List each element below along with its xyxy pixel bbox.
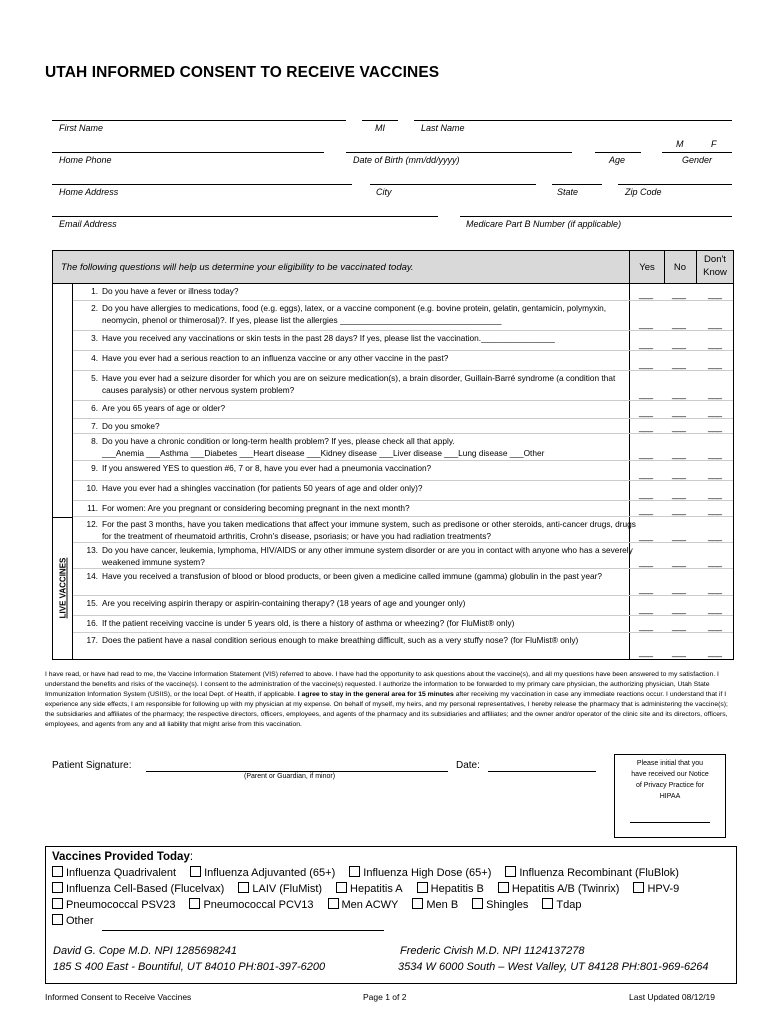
footer-page: Page 1 of 2 — [363, 992, 407, 1002]
question-row-divider — [73, 350, 733, 351]
dob-label: Date of Birth (mm/dd/yyyy) — [353, 155, 460, 165]
question-text: Do you have cancer, leukemia, lymphoma, HIV/AIDS or any other immune system disorder or are you in contact with anyone who has a severely weakened immune system? — [102, 545, 633, 567]
vaccine-checkbox[interactable] — [542, 898, 553, 909]
question-row — [81, 332, 641, 344]
question-text: Have you ever had a serious reaction to an influenza vaccine or any other vaccine in the past? — [102, 353, 449, 363]
age-line[interactable] — [595, 152, 641, 153]
no-answer-blank[interactable]: ___ — [672, 389, 686, 399]
vaccine-row — [52, 898, 595, 911]
vaccine-checkbox[interactable] — [412, 898, 423, 909]
question-row-divider — [73, 500, 733, 501]
vaccine-option[interactable] — [189, 898, 313, 911]
vaccine-option[interactable] — [412, 898, 458, 911]
vaccine-option[interactable] — [505, 866, 679, 879]
question-row — [81, 634, 641, 646]
vaccine-label: Hepatitis A — [350, 883, 403, 895]
no-answer-blank[interactable]: ___ — [672, 449, 686, 459]
no-answer-blank[interactable]: ___ — [672, 505, 686, 515]
mi-label: MI — [375, 123, 385, 133]
question-subtext: ___Anemia ___Asthma ___Diabetes ___Heart disease ___Kidney disease ___Liver disease ___Lung disease ___Other — [102, 448, 545, 458]
question-number: 7. — [91, 421, 98, 431]
vaccine-option[interactable] — [349, 866, 491, 879]
dont-know-answer-blank[interactable]: ___ — [708, 359, 722, 369]
yes-answer-blank[interactable]: ___ — [639, 531, 653, 541]
yes-answer-blank[interactable]: ___ — [639, 389, 653, 399]
no-answer-blank[interactable]: ___ — [672, 469, 686, 479]
vaccine-label: Influenza Cell-Based (Flucelvax) — [66, 883, 225, 895]
dont-know-answer-blank[interactable]: ___ — [708, 339, 722, 349]
dont-know-answer-blank[interactable]: ___ — [708, 389, 722, 399]
dont-know-answer-blank[interactable]: ___ — [708, 505, 722, 515]
question-text: Have you received any vaccinations or skin tests in the past 28 days? If yes, please list the vaccination.________________ — [102, 333, 555, 343]
question-row-divider — [73, 418, 733, 419]
vaccine-checkbox[interactable] — [190, 866, 201, 877]
question-text: If the patient receiving vaccine is under 5 years old, is there a history of asthma or wheezing? (for FluMist® only) — [102, 618, 515, 628]
dont-know-answer-blank[interactable]: ___ — [708, 557, 722, 567]
yes-answer-blank[interactable]: ___ — [639, 359, 653, 369]
yes-answer-blank[interactable]: ___ — [639, 584, 653, 594]
vaccine-label: Influenza Adjuvanted (65+) — [204, 867, 336, 879]
question-number: 1. — [91, 286, 98, 296]
no-answer-blank[interactable]: ___ — [672, 531, 686, 541]
vaccine-label: Men B — [426, 899, 459, 911]
no-answer-blank[interactable]: ___ — [672, 407, 686, 417]
vaccine-checkbox[interactable] — [52, 914, 63, 925]
dont-know-answer-blank[interactable]: ___ — [708, 647, 722, 657]
table-header-text: The following questions will help us determine your eligibility to be vaccinated today. — [61, 262, 414, 273]
state-label: State — [557, 187, 579, 197]
yes-answer-blank[interactable]: ___ — [639, 407, 653, 417]
page-title: UTAH INFORMED CONSENT TO RECEIVE VACCINES — [45, 64, 440, 81]
question-row — [81, 420, 641, 432]
dont-know-answer-blank[interactable]: ___ — [708, 449, 722, 459]
vaccine-option[interactable] — [52, 914, 94, 927]
patient-signature-line[interactable] — [146, 771, 448, 772]
vaccine-label: Influenza Recombinant (FluBlok) — [519, 867, 679, 879]
vaccine-label: Pneumococcal PCV13 — [203, 899, 314, 911]
question-number: 16. — [86, 618, 98, 628]
vaccine-checkbox[interactable] — [336, 882, 347, 893]
vaccine-row — [52, 882, 693, 895]
vaccine-option[interactable] — [633, 882, 679, 895]
vaccine-option[interactable] — [498, 882, 620, 895]
medicare-label: Medicare Part B Number (if applicable) — [466, 219, 622, 229]
question-number: 3. — [91, 333, 98, 343]
yes-answer-blank[interactable]: ___ — [639, 422, 653, 432]
vaccine-checkbox[interactable] — [52, 866, 63, 877]
question-row — [81, 285, 641, 297]
vaccine-checkbox[interactable] — [349, 866, 360, 877]
vaccine-label: Hepatitis B — [430, 883, 484, 895]
question-number: 6. — [91, 403, 98, 413]
no-answer-blank[interactable]: ___ — [672, 319, 686, 329]
question-row-divider — [73, 433, 733, 434]
footer-updated: Last Updated 08/12/19 — [629, 992, 716, 1002]
question-text: Have you ever had a seizure disorder for which you are on seizure medication(s), a brain disorder, Guillain-Barré syndrome (a condition that causes paralysis) or other nervous system problem? — [102, 373, 616, 395]
yes-answer-blank[interactable]: ___ — [639, 289, 653, 299]
no-answer-blank[interactable]: ___ — [672, 557, 686, 567]
gender-line[interactable] — [662, 152, 732, 153]
other-vaccine-line[interactable] — [102, 930, 384, 931]
patient-signature-label: Patient Signature: — [52, 760, 132, 771]
first-name-label: First Name — [59, 123, 104, 133]
dont-know-answer-blank[interactable]: ___ — [708, 422, 722, 432]
city-line[interactable] — [370, 184, 536, 185]
vaccine-label: HPV-9 — [647, 883, 680, 895]
doctor-1-address: 185 S 400 East - Bountiful, UT 84010 PH:801-397-6200 — [53, 961, 326, 973]
question-text: If you answered YES to question #6, 7 or 8, have you ever had a pneumonia vaccination? — [102, 463, 432, 473]
vaccine-checkbox[interactable] — [52, 898, 63, 909]
question-row-divider — [73, 595, 733, 596]
dont-know-answer-blank[interactable]: ___ — [708, 489, 722, 499]
question-text: Have you received a transfusion of blood or blood products, or been given a medicine called immune (gamma) globulin in the past year? — [102, 571, 602, 581]
medicare-line[interactable] — [460, 216, 732, 217]
vaccines-title: Vaccines Provided Today: — [52, 851, 194, 863]
vaccine-option[interactable] — [472, 898, 528, 911]
dont-know-answer-blank[interactable]: ___ — [708, 604, 722, 614]
dont-know-answer-blank[interactable]: ___ — [708, 469, 722, 479]
vaccine-checkbox[interactable] — [328, 898, 339, 909]
vaccine-row — [52, 914, 108, 927]
live-section-divider — [72, 283, 73, 659]
question-text: Do you smoke? — [102, 421, 160, 431]
yes-answer-blank[interactable]: ___ — [639, 505, 653, 515]
question-row-divider — [73, 330, 733, 331]
doctor-1-name: David G. Cope M.D. NPI 1285698241 — [53, 945, 238, 957]
question-text: Do you have a fever or illness today? — [102, 286, 239, 296]
vaccine-label: Men ACWY — [341, 899, 399, 911]
vaccine-checkbox[interactable] — [498, 882, 509, 893]
question-row-divider — [73, 516, 733, 517]
no-answer-blank[interactable]: ___ — [672, 604, 686, 614]
vaccine-checkbox[interactable] — [505, 866, 516, 877]
vaccine-label: Pneumococcal PSV23 — [66, 899, 176, 911]
yes-answer-blank[interactable]: ___ — [639, 319, 653, 329]
question-text: For the past 3 months, have you taken medications that affect your immune system, such as predisone or other steroids, anti-cancer drugs, drugs for the treatment of rheumatoid arthritis, Crohn's disease, psoriasis; or have you had radiation treatments? — [102, 519, 636, 541]
question-text: Does the patient have a nasal condition serious enough to make breathing difficult, such as a very stuffy nose? (for FluMist® only) — [102, 635, 579, 645]
doctor-2-address: 3534 W 6000 South – West Valley, UT 84128 PH:801-969-6264 — [398, 961, 709, 973]
question-text: For women: Are you pregnant or considering becoming pregnant in the next month? — [102, 503, 410, 513]
question-row — [81, 502, 641, 514]
vaccine-checkbox[interactable] — [417, 882, 428, 893]
no-answer-blank[interactable]: ___ — [672, 422, 686, 432]
vaccine-label: Tdap — [556, 899, 582, 911]
question-row-divider — [73, 542, 733, 543]
question-number: 14. — [86, 571, 98, 581]
question-text: Do you have allergies to medications, food (e.g. eggs), latex, or a vaccine component (e.g. bovine protein, gelatin, gentamicin, polymyxin, neomycin, phenol or thimerosal)?. If yes, please list the allergies ___________________________________ — [102, 303, 607, 325]
gender-f-label: F — [711, 139, 717, 149]
home-phone-line[interactable] — [52, 152, 324, 153]
vaccine-checkbox[interactable] — [238, 882, 249, 893]
email-label: Email Address — [59, 219, 117, 229]
privacy-notice-text: Please initial that you have received our Notice of Privacy Practice for HIPAA — [631, 760, 709, 800]
table-col-divider — [696, 251, 697, 283]
question-row — [81, 352, 641, 364]
dont-know-answer-blank[interactable]: ___ — [708, 621, 722, 631]
dont-know-answer-blank[interactable]: ___ — [708, 407, 722, 417]
no-answer-blank[interactable]: ___ — [672, 489, 686, 499]
last-name-line[interactable] — [414, 120, 732, 121]
vaccine-option[interactable] — [52, 866, 176, 879]
dont-know-answer-blank[interactable]: ___ — [708, 531, 722, 541]
first-name-line[interactable] — [52, 120, 346, 121]
email-line[interactable] — [52, 216, 438, 217]
dob-line[interactable] — [346, 152, 572, 153]
vaccine-label: LAIV (FluMist) — [252, 883, 323, 895]
vaccine-option[interactable] — [328, 898, 399, 911]
home-address-label: Home Address — [59, 187, 119, 197]
question-row-divider — [73, 400, 733, 401]
question-row — [81, 518, 641, 542]
no-answer-blank[interactable]: ___ — [672, 359, 686, 369]
question-number: 11. — [87, 503, 98, 513]
question-number: 17. — [86, 635, 98, 645]
home-address-line[interactable] — [52, 184, 352, 185]
yes-answer-blank[interactable]: ___ — [639, 449, 653, 459]
gender-m-label: M — [676, 139, 684, 149]
vaccine-option[interactable] — [417, 882, 484, 895]
vaccine-checkbox[interactable] — [189, 898, 200, 909]
yes-answer-blank[interactable]: ___ — [639, 621, 653, 631]
privacy-notice-box — [614, 754, 726, 838]
vaccine-label: Hepatitis A/B (Twinrix) — [511, 883, 620, 895]
no-answer-blank[interactable]: ___ — [672, 647, 686, 657]
question-row — [81, 544, 641, 568]
vaccine-option[interactable] — [542, 898, 581, 911]
mi-line[interactable] — [362, 120, 398, 121]
dont-know-answer-blank[interactable]: ___ — [708, 584, 722, 594]
question-number: 15. — [86, 598, 98, 608]
no-answer-blank[interactable]: ___ — [672, 289, 686, 299]
privacy-initial-line[interactable] — [630, 822, 710, 823]
dont-know-header: Don't Know — [703, 254, 727, 278]
vaccine-option[interactable] — [238, 882, 322, 895]
vaccine-row — [52, 866, 693, 879]
vaccine-option[interactable] — [52, 898, 175, 911]
question-row — [81, 617, 641, 629]
city-label: City — [376, 187, 392, 197]
vaccine-option[interactable] — [52, 882, 224, 895]
vaccine-label: Other — [66, 915, 94, 927]
no-answer-blank[interactable]: ___ — [672, 621, 686, 631]
question-number: 10. — [86, 483, 98, 493]
question-row — [81, 570, 641, 582]
question-number: 4. — [91, 353, 98, 363]
eligibility-table — [52, 250, 734, 660]
table-col-divider — [664, 251, 665, 283]
date-label: Date: — [456, 760, 480, 771]
vaccine-option[interactable] — [190, 866, 335, 879]
question-number: 9. — [91, 463, 98, 473]
no-answer-blank[interactable]: ___ — [672, 584, 686, 594]
question-row — [81, 402, 641, 414]
question-row — [81, 302, 641, 326]
last-name-label: Last Name — [421, 123, 465, 133]
yes-answer-blank[interactable]: ___ — [639, 604, 653, 614]
no-header: No — [673, 262, 687, 273]
guardian-note: (Parent or Guardian, if minor) — [244, 773, 336, 780]
yes-answer-blank[interactable]: ___ — [639, 647, 653, 657]
question-row-divider — [73, 370, 733, 371]
footer-left: Informed Consent to Receive Vaccines — [45, 992, 192, 1002]
vaccine-label: Influenza Quadrivalent — [66, 867, 177, 879]
home-phone-label: Home Phone — [59, 155, 112, 165]
question-row — [81, 462, 641, 474]
question-number: 5. — [91, 373, 98, 383]
question-text: Do you have a chronic condition or long-term health problem? If yes, please check all that apply. — [102, 436, 455, 446]
vaccine-checkbox[interactable] — [472, 898, 483, 909]
question-number: 13. — [86, 545, 98, 555]
question-row — [81, 482, 641, 494]
question-row — [81, 372, 641, 396]
zip-label: Zip Code — [625, 187, 662, 197]
question-number: 2. — [91, 303, 98, 313]
vaccine-checkbox[interactable] — [52, 882, 63, 893]
date-line[interactable] — [488, 771, 596, 772]
doctor-2-name: Frederic Civish M.D. NPI 1124137278 — [400, 945, 585, 957]
vaccine-label: Influenza High Dose (65+) — [363, 867, 492, 879]
no-answer-blank[interactable]: ___ — [672, 339, 686, 349]
question-text: Have you ever had a shingles vaccination (for patients 50 years of age and older only)? — [102, 483, 423, 493]
yes-answer-blank[interactable]: ___ — [639, 557, 653, 567]
question-row-divider — [73, 632, 733, 633]
age-label: Age — [609, 155, 626, 165]
state-line[interactable] — [552, 184, 602, 185]
vaccine-option[interactable] — [336, 882, 403, 895]
vaccine-checkbox[interactable] — [633, 882, 644, 893]
gender-label: Gender — [682, 155, 713, 165]
yes-answer-blank[interactable]: ___ — [639, 469, 653, 479]
question-row — [81, 435, 641, 459]
yes-answer-blank[interactable]: ___ — [639, 339, 653, 349]
question-row-divider — [73, 460, 733, 461]
question-text: Are you receiving aspirin therapy or aspirin-containing therapy? (18 years of age and younger only) — [102, 598, 466, 608]
vaccine-label: Shingles — [486, 899, 529, 911]
question-row-divider — [73, 480, 733, 481]
dont-know-answer-blank[interactable]: ___ — [708, 319, 722, 329]
question-number: 8. — [91, 436, 98, 446]
table-header — [53, 251, 733, 284]
question-text: Are you 65 years of age or older? — [102, 403, 226, 413]
consent-paragraph: I have read, or have had read to me, the Vaccine Information Statement (VIS) referred to above. I have had the opportunity to ask questions about the vaccine(s), and all my questions have been answered to my satisfaction. I understand the benefits and risks of the vaccine(s). I consent to the administration of the vaccine(s) requested. I authorize the information to be forwarded to my primary care physician, the authorizing physician, Utah State Immunization Information System (USIIS), or the local Dept. of Health, if applicable. I agree to stay in the general area for 15 minutes after receiving my vaccination in case any immediate reactions occur. I understand that if I experience any side effects, I am responsible for following up with my physician at my expense. On behalf of myself, my heirs, and my personal representatives, I hereby release the pharmacy that is administering the vaccine(s); the subsidiaries and affiliates of the pharmacy; the respective directors, officers, employees, and agents of the pharmacy and its subsidiaries and affiliates; and the owner and/or operator of the clinic site and its directors, officers, employees, and agents from any and all liability that might arise from this vaccination. — [45, 671, 728, 728]
yes-header: Yes — [639, 262, 655, 273]
dont-know-answer-blank[interactable]: ___ — [708, 289, 722, 299]
question-row-divider — [73, 568, 733, 569]
zip-line[interactable] — [618, 184, 732, 185]
yes-answer-blank[interactable]: ___ — [639, 489, 653, 499]
question-number: 12. — [86, 519, 98, 529]
question-row — [81, 597, 641, 609]
live-vaccines-label: LIVE VACCINES — [58, 557, 68, 619]
question-row-divider — [73, 300, 733, 301]
question-row-divider — [73, 615, 733, 616]
